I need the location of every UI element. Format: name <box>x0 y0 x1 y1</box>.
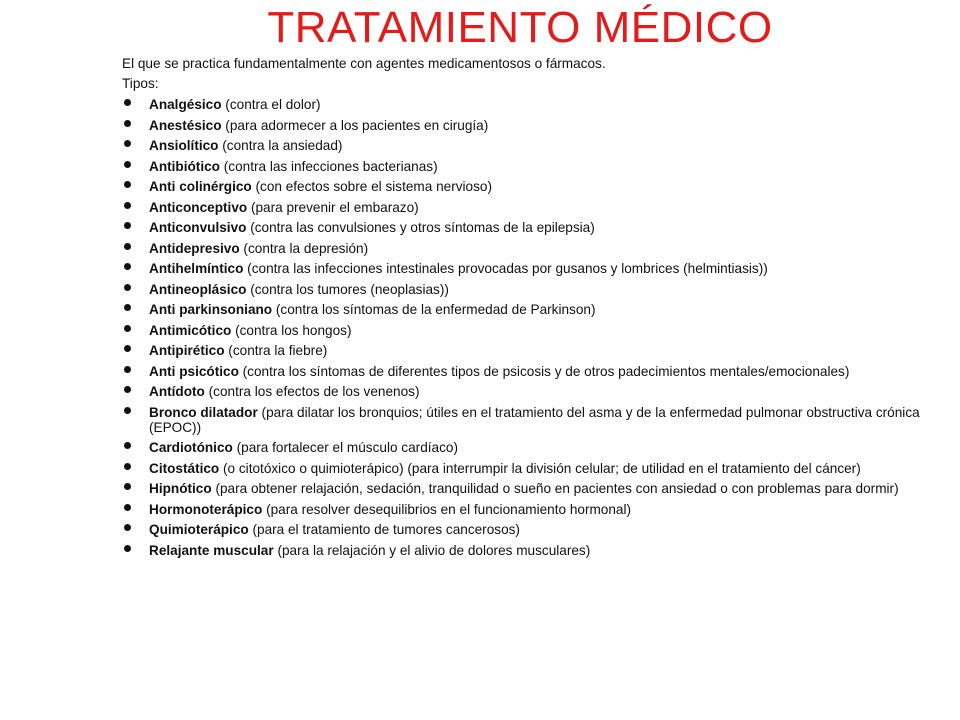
list-item <box>122 461 922 476</box>
list-item <box>122 179 922 194</box>
bullet-icon <box>124 504 131 511</box>
list-item <box>122 384 922 399</box>
item-description: (contra la fiebre) <box>224 343 328 358</box>
item-name: Antídoto <box>149 384 205 399</box>
bullet-icon <box>124 524 131 531</box>
bullet-icon <box>124 545 131 552</box>
item-description: (contra las infecciones bacterianas) <box>219 158 438 174</box>
item-description: (contra los síntomas de la enfermedad de Parkinson) <box>272 302 596 317</box>
list-item <box>122 440 922 455</box>
intro-text: El que se practica fundamentalmente con agentes medicamentosos o fármacos. <box>122 56 606 71</box>
item-description: (o citotóxico o quimioterápico) (para interrumpir la división celular; de utilidad en el tratamiento del cáncer) <box>219 460 861 476</box>
tipos-label: Tipos: <box>122 76 159 91</box>
item-description: (contra las infecciones intestinales provocadas por gusanos y lombrices (helmintiasis)) <box>243 261 768 276</box>
list-item <box>122 220 922 235</box>
bullet-icon <box>124 325 131 332</box>
list-item <box>122 405 922 435</box>
list-item <box>122 97 922 112</box>
item-name: Citostático <box>149 460 220 476</box>
item-name: Anti parkinsoniano <box>149 302 273 317</box>
bullet-icon <box>124 345 131 352</box>
item-name: Bronco dilatador <box>149 404 258 420</box>
item-description: (para el tratamiento de tumores cancerosos) <box>248 522 520 537</box>
item-description: (contra el dolor) <box>221 97 321 112</box>
item-name: Antibiótico <box>149 158 220 174</box>
item-name: Anestésico <box>149 117 222 133</box>
item-name: Analgésico <box>149 97 222 112</box>
item-description: (contra las convulsiones y otros síntomas de la epilepsia) <box>246 220 595 235</box>
item-name: Anticonvulsivo <box>149 220 247 235</box>
list-item <box>122 481 922 496</box>
item-name: Antipirético <box>149 343 225 358</box>
item-description: (para prevenir el embarazo) <box>247 199 419 215</box>
item-description: (para adormecer a los pacientes en cirugía) <box>221 117 489 133</box>
list-item <box>122 282 922 297</box>
item-description: (para la relajación y el alivio de dolores musculares) <box>273 542 591 558</box>
list-item <box>122 323 922 338</box>
bullet-icon <box>124 284 131 291</box>
item-description: (para resolver desequilibrios en el funcionamiento hormonal) <box>262 501 632 517</box>
item-description: (contra la depresión) <box>239 240 369 256</box>
bullet-icon <box>124 263 131 270</box>
item-description: (contra los hongos) <box>231 322 352 338</box>
list-item <box>122 343 922 358</box>
list-item <box>122 502 922 517</box>
list-item <box>122 200 922 215</box>
item-description: (con efectos sobre el sistema nervioso) <box>251 179 492 194</box>
list-item <box>122 261 922 276</box>
types-list <box>122 97 922 558</box>
list-item <box>122 364 922 379</box>
bullet-icon <box>124 304 131 311</box>
item-name: Quimioterápico <box>149 522 249 537</box>
list-item <box>122 543 922 558</box>
item-name: Hormonoterápico <box>149 501 263 517</box>
bullet-icon <box>124 463 131 470</box>
list-item <box>122 138 922 153</box>
item-description: (contra los efectos de los venenos) <box>204 384 420 399</box>
bullet-icon <box>124 222 131 229</box>
item-name: Ansiolítico <box>149 138 219 153</box>
item-name: Antimicótico <box>149 322 232 338</box>
list-item <box>122 159 922 174</box>
item-description: (contra los tumores (neoplasias)) <box>246 281 449 297</box>
item-name: Anti psicótico <box>149 363 239 379</box>
item-description: (para fortalecer el músculo cardíaco) <box>232 440 458 455</box>
bullet-icon <box>124 99 131 106</box>
item-name: Hipnótico <box>149 481 212 496</box>
list-item <box>122 302 922 317</box>
item-description: (para obtener relajación, sedación, tranquilidad o sueño en pacientes con ansiedad o con problemas para dormir) <box>211 481 899 496</box>
item-name: Antidepresivo <box>149 240 240 256</box>
item-name: Anti colinérgico <box>149 179 252 194</box>
page-title: TRATAMIENTO MÉDICO <box>267 3 773 52</box>
bullet-icon <box>124 407 131 414</box>
bullet-icon <box>124 483 131 490</box>
item-description: (para dilatar los bronquios; útiles en el tratamiento del asma y de la enfermedad pulmonar obstructiva crónica (EPOC)) <box>149 404 920 435</box>
list-item <box>122 118 922 133</box>
item-name: Antineoplásico <box>149 281 247 297</box>
bullet-icon <box>124 366 131 373</box>
bullet-icon <box>124 140 131 147</box>
bullet-icon <box>124 181 131 188</box>
item-name: Anticonceptivo <box>149 199 248 215</box>
bullet-icon <box>124 202 131 209</box>
bullet-icon <box>124 243 131 250</box>
list-item <box>122 241 922 256</box>
bullet-icon <box>124 161 131 168</box>
item-description: (contra la ansiedad) <box>218 138 343 153</box>
slide-content <box>122 55 922 563</box>
item-name: Relajante muscular <box>149 542 274 558</box>
item-description: (contra los síntomas de diferentes tipos de psicosis y de otros padecimientos mentales/emocionales) <box>238 363 850 379</box>
bullet-icon <box>124 386 131 393</box>
item-name: Cardiotónico <box>149 440 233 455</box>
item-name: Antihelmíntico <box>149 261 244 276</box>
bullet-icon <box>124 442 131 449</box>
list-item <box>122 522 922 537</box>
bullet-icon <box>124 120 131 127</box>
